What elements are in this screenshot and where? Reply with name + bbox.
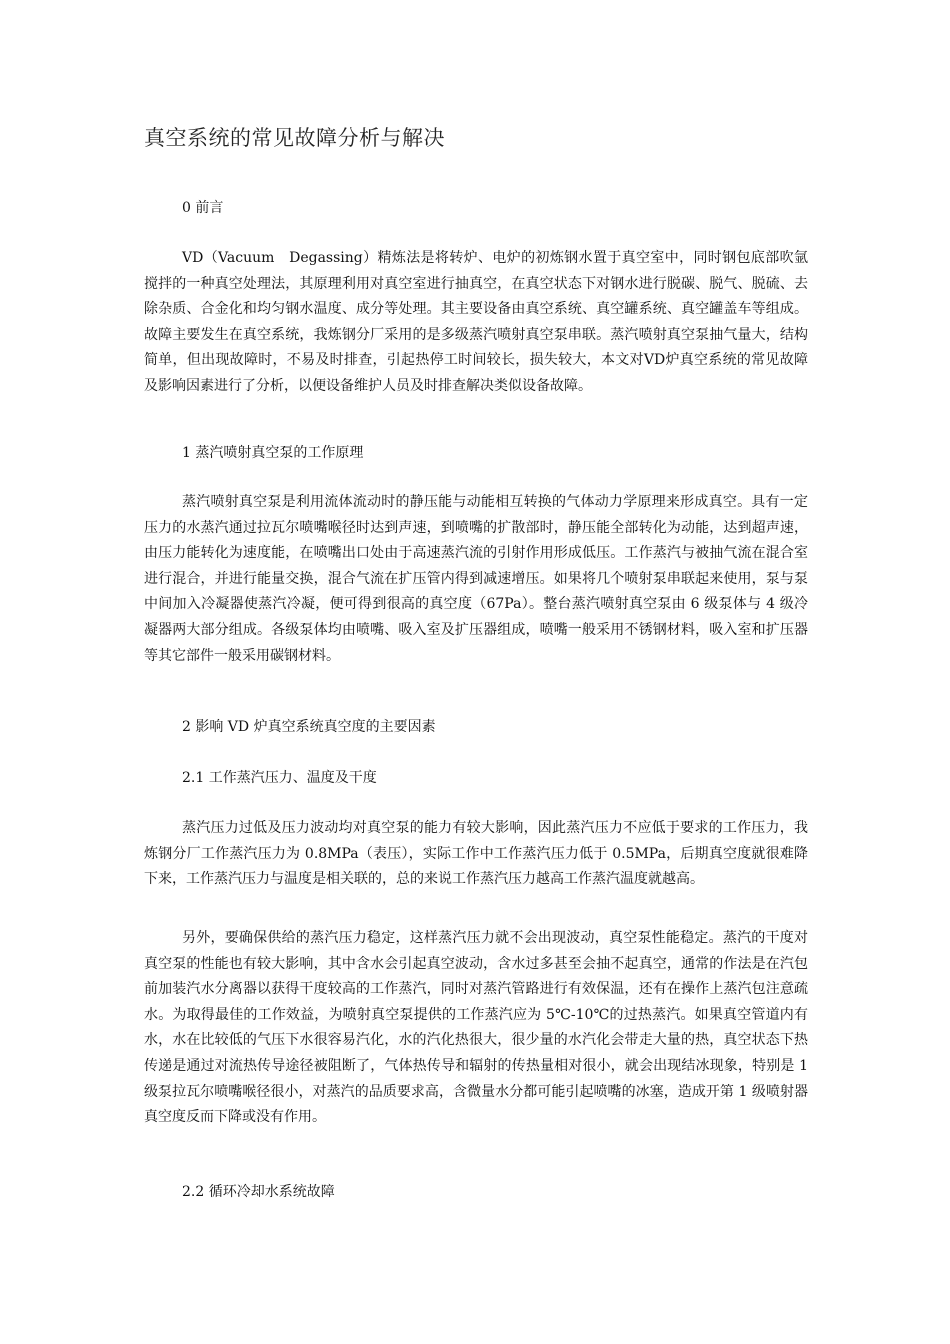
- paragraph-principle: 蒸汽喷射真空泵是利用流体流动时的静压能与动能相互转换的气体动力学原理来形成真空。具有一定压力的水蒸汽通过拉瓦尔喷嘴喉径时达到声速，到喷嘴的扩散部时，静压能全部转化为动能，达到超声速，由压力能转化为速度能，在喷嘴出口处由于高速蒸汽流的引射作用形成低压。工作蒸汽与被抽气流在混合室进行混合，并进行能量交换，混合气流在扩压管内得到减速增压。如果将几个喷射泵串联起来使用，泵与泵中间加入冷凝器使蒸汽冷凝，便可得到很高的真空度（67Pa）。整台蒸汽喷射真空泵由 6 级泵体与 4 级冷凝器两大部分组成。各级泵体均由喷嘴、吸入室及扩压器组成，喷嘴一般采用不锈钢材料，吸入室和扩压器等其它部件一般采用碳钢材料。: [144, 494, 808, 664]
- subsection-heading-steam: 2.1 工作蒸汽压力、温度及干度: [182, 770, 377, 786]
- document-title: 真空系统的常见故障分析与解决: [144, 126, 445, 150]
- section-heading-principle: 1 蒸汽喷射真空泵的工作原理: [182, 445, 364, 461]
- section-heading-factors: 2 影响 VD 炉真空系统真空度的主要因素: [182, 719, 436, 735]
- paragraph-steam-pressure: 蒸汽压力过低及压力波动均对真空泵的能力有较大影响，因此蒸汽压力不应低于要求的工作压力，我炼钢分厂工作蒸汽压力为 0.8MPa（表压），实际工作中工作蒸汽压力低于 0.5MPa，后期真空度就很难降下来，工作蒸汽压力与温度是相关联的，总的来说工作蒸汽压力越高工作蒸汽温度就越高。: [144, 820, 808, 888]
- subsection-heading-cooling-water: 2.2 循环冷却水系统故障: [182, 1184, 335, 1200]
- paragraph-steam-dryness: 另外，要确保供给的蒸汽压力稳定，这样蒸汽压力就不会出现波动，真空泵性能稳定。蒸汽的干度对真空泵的性能也有较大影响，其中含水会引起真空波动，含水过多甚至会抽不起真空，通常的作法是在汽包前加装汽水分离器以获得干度较高的工作蒸汽，同时对蒸汽管路进行有效保温，还有在操作上蒸汽包注意疏水。为取得最佳的工作效益，为喷射真空泵提供的工作蒸汽应为 5℃-10℃的过热蒸汽。如果真空管道内有水，水在比较低的气压下水很容易汽化，水的汽化热很大，很少量的水汽化会带走大量的热，真空状态下热传递是通过对流热传导途径被阻断了，气体热传导和辐射的传热量相对很小，就会出现结冰现象，特别是 1 级泵拉瓦尔喷嘴喉径很小，对蒸汽的品质要求高，含微量水分都可能引起喷嘴的冰塞，造成开第 1 级喷射器真空度反而下降或没有作用。: [144, 930, 808, 1126]
- section-heading-preface: 0 前言: [182, 200, 224, 216]
- paragraph-preface: VD（Vacuum Degassing）精炼法是将转炉、电炉的初炼钢水置于真空室中，同时钢包底部吹氩搅拌的一种真空处理法，其原理利用对真空室进行抽真空，在真空状态下对钢水进行脱碳、脱气、脱硫、去除杂质、合金化和均匀钢水温度、成分等处理。其主要设备由真空系统、真空罐系统、真空罐盖车等组成。故障主要发生在真空系统，我炼钢分厂采用的是多级蒸汽喷射真空泵串联。蒸汽喷射真空泵抽气量大，结构简单，但出现故障时，不易及时排查，引起热停工时间较长，损失较大，本文对VD炉真空系统的常见故障及影响因素进行了分析，以便设备维护人员及时排查解决类似设备故障。: [144, 250, 808, 394]
